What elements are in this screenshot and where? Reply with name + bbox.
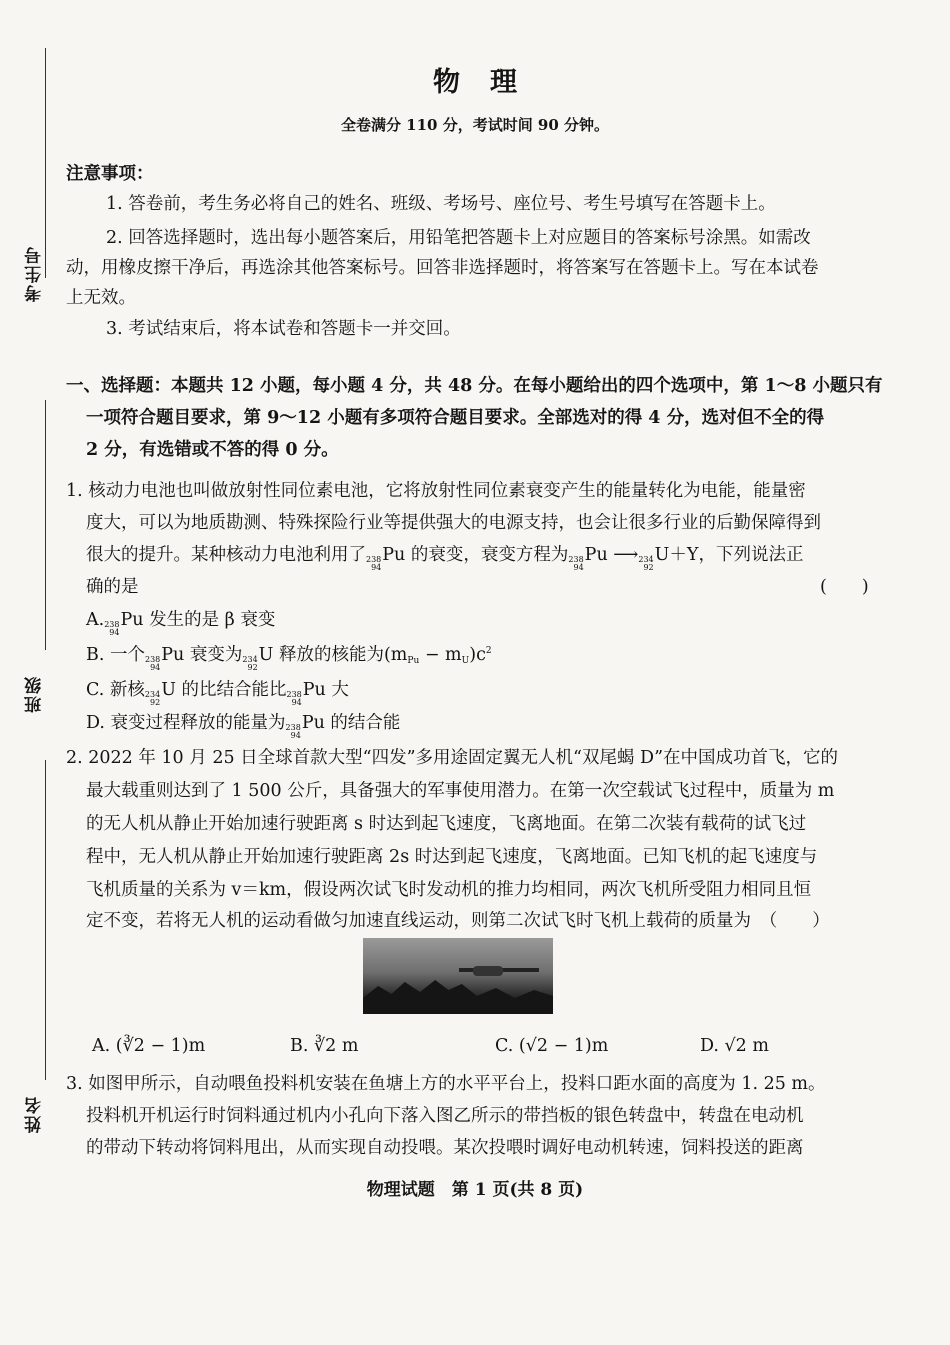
q2-stem: 最大载重则达到了 1 500 公斤，具备强大的军事使用潜力。在第一次空载试飞过程中，质量为 m [86, 781, 835, 801]
q2-stem: 程中，无人机从静止开始加速行驶距离 2s 时达到起飞速度，飞离地面。已知飞机的起飞速度与 [86, 847, 818, 867]
section-instruction: 一项符合题目要求，第 9～12 小题有多项符合题目要求。全部选对的得 4 分，选对但不全的得 [86, 408, 825, 428]
isotope-u: 234 92 [638, 555, 654, 572]
q1-option-c: C. 新核 234 92 U 的比结合能比 238 94 Pu 大 [86, 680, 349, 707]
margin-line-lower [45, 760, 46, 1080]
q2-option-b: B. ∛2 m [290, 1036, 359, 1056]
section-instruction: 一、选择题：本题共 12 小题，每小题 4 分，共 48 分。在每小题给出的四个选项中，第 1～8 小题只有 [66, 376, 883, 396]
page-footer: 物理试题 第 1 页(共 8 页) [366, 1180, 584, 1200]
notice-item: 动，用橡皮擦干净后，再选涂其他答案标号。回答非选择题时，将答案写在答题卡上。写在本试卷 [66, 258, 819, 278]
q1-stem-equation: 很大的提升。某种核动力电池利用了 238 94 Pu 的衰变，衰变方程为 238 94 Pu ⟶ 234 92 U＋Y，下列说法正 [86, 545, 804, 572]
q2-option-a: A. (∛2 − 1)m [92, 1036, 206, 1056]
q2-option-c: C. (√2 − 1)m [495, 1036, 609, 1056]
q2-stem: 定不变，若将无人机的运动看做匀加速直线运动，则第二次试飞时飞机上载荷的质量为 （ ） [86, 911, 830, 931]
notice-heading: 注意事项： [66, 164, 154, 184]
margin-line-middle [45, 400, 46, 650]
notice-item: 3. 考试结束后，将本试卷和答题卡一并交回。 [106, 319, 461, 339]
q3-stem: 的带动下转动将饲料甩出，从而实现自动投喂。某次投喂时调好电动机转速，饲料投送的距离 [86, 1138, 804, 1158]
notice-item: 1. 答卷前，考生务必将自己的姓名、班级、考场号、座位号、考生号填写在答题卡上。 [106, 194, 776, 214]
notice-item: 2. 回答选择题时，选出每小题答案后，用铅笔把答题卡上对应题目的答案标号涂黑。如需改 [106, 228, 811, 248]
q1-option-b: B. 一个 238 94 Pu 衰变为 234 92 U 释放的核能为$(m_{Pu} - m_U)c^2$ [86, 645, 492, 672]
isotope-pu: 238 94 [366, 555, 382, 572]
drone-photo [363, 938, 553, 1014]
q1-stem: 度大，可以为地质勘测、特殊探险行业等提供强大的电源支持，也会让很多行业的后勤保障得到 [86, 513, 821, 533]
q3-stem: 投料机开机运行时饲料通过机内小孔向下落入图乙所示的带挡板的银色转盘中，转盘在电动机 [86, 1106, 804, 1126]
q1-option-d: D. 衰变过程释放的能量为 238 94 Pu 的结合能 [86, 713, 401, 740]
name-label: 姓名 [25, 1095, 45, 1133]
q1-answer-bracket: ( ) [820, 577, 869, 597]
candidate-number-label: 考生号 [25, 245, 45, 302]
q2-stem: 飞机质量的关系为 v＝km，假设两次试飞时发动机的推力均相同，两次飞机所受阻力相同且恒 [86, 880, 812, 900]
section-instruction: 2 分，有选错或不答的得 0 分。 [86, 440, 339, 460]
q1-stem: 1. 核动力电池也叫做放射性同位素电池，它将放射性同位素衰变产生的能量转化为电能，能量密 [66, 481, 806, 501]
q1-stem: 确的是 [86, 577, 139, 597]
q2-stem: 2. 2022 年 10 月 25 日全球首款大型“四发”多用途固定翼无人机“双尾蝎 D”在中国成功首飞，它的 [66, 748, 839, 768]
q3-stem: 3. 如图甲所示，自动喂鱼投料机安装在鱼塘上方的水平平台上，投料口距水面的高度为 1. 25 m。 [66, 1074, 826, 1094]
q2-option-d: D. √2 m [700, 1036, 769, 1056]
notice-item: 上无效。 [66, 288, 136, 308]
class-label: 班级 [25, 675, 45, 713]
isotope-pu: 238 94 [568, 555, 584, 572]
exam-subtitle: 全卷满分 110 分，考试时间 90 分钟。 [340, 116, 610, 134]
exam-title: 物理 [433, 67, 547, 98]
q1-option-a: A. 238 94 Pu 发生的是 β 衰变 [86, 610, 276, 637]
q2-stem: 的无人机从静止开始加速行驶距离 s 时达到起飞速度，飞离地面。在第二次装有载荷的试飞过 [86, 814, 807, 834]
